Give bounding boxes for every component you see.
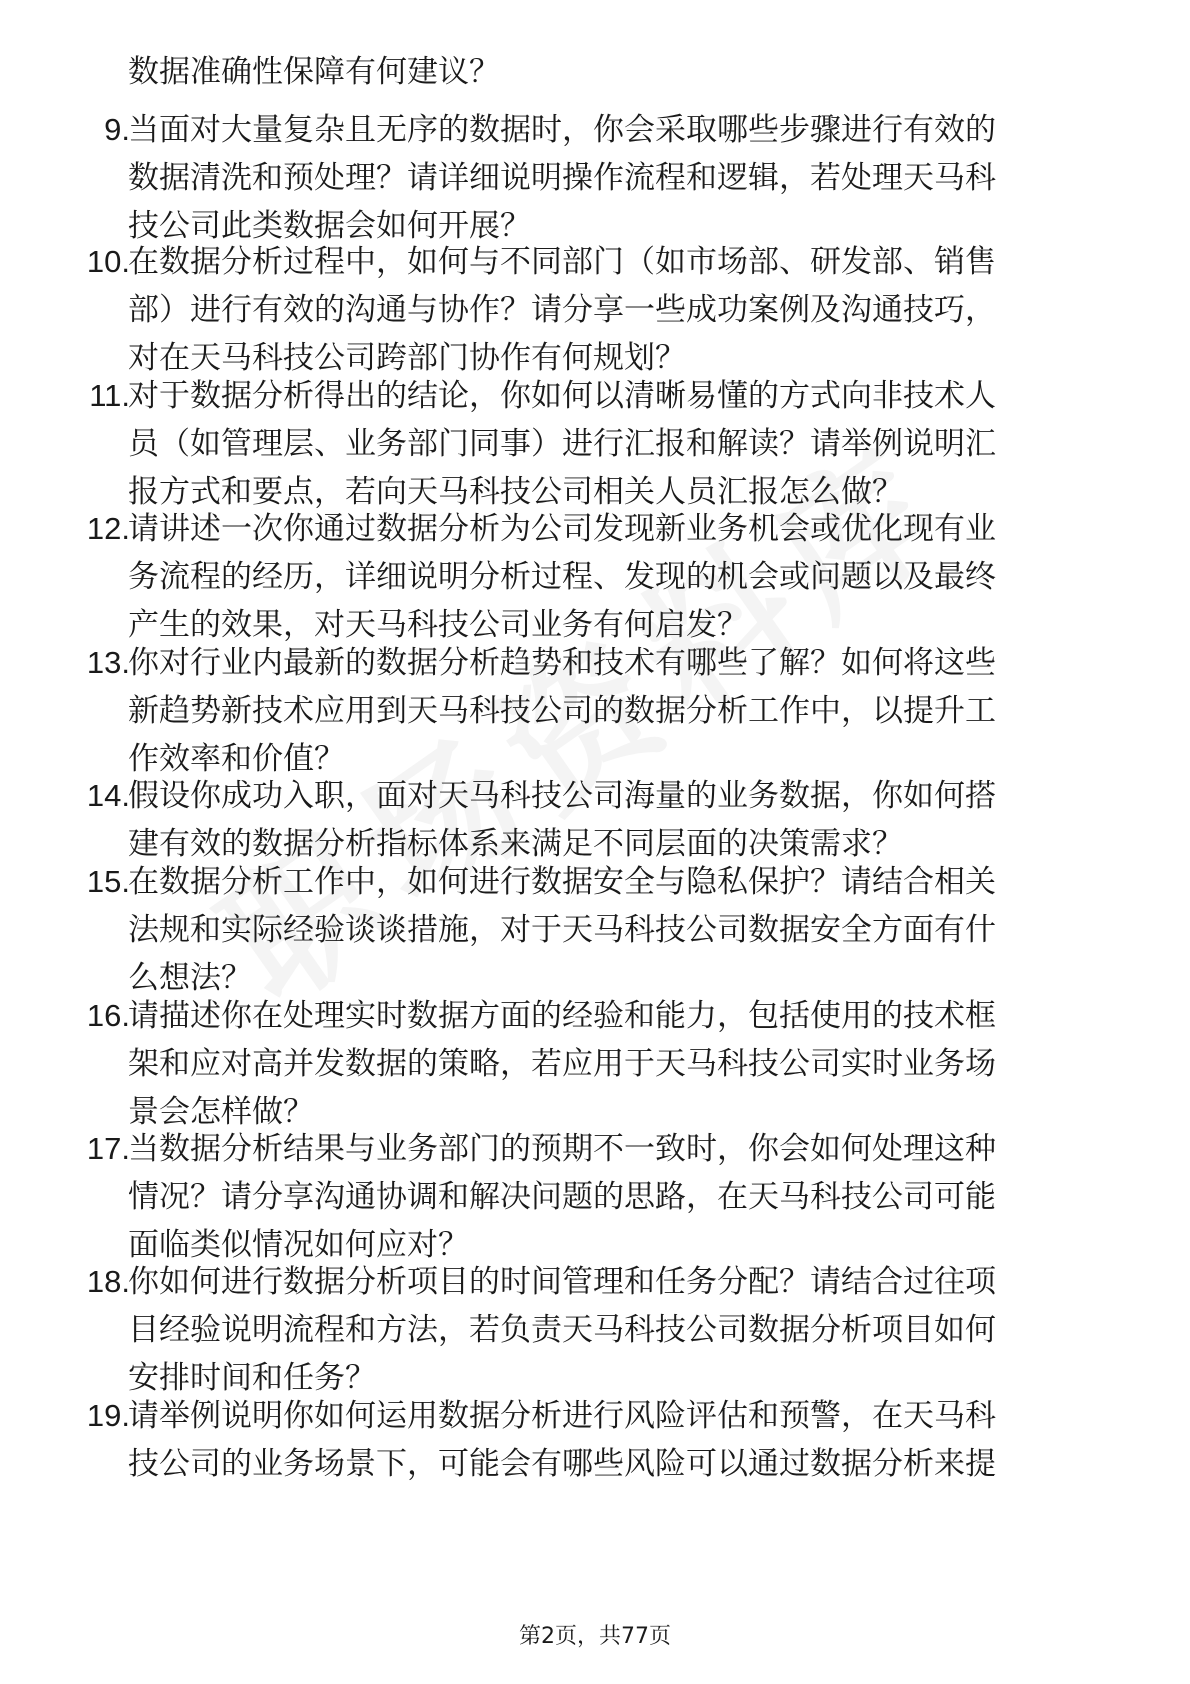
question-line: 架和应对高并发数据的策略，若应用于天马科技公司实时业务场 <box>128 1046 996 1082</box>
question-line: 新趋势新技术应用到天马科技公司的数据分析工作中，以提升工 <box>128 693 996 729</box>
question-line: 部）进行有效的沟通与协作？请分享一些成功案例及沟通技巧， <box>128 292 996 328</box>
page-footer: 第2页，共77页 <box>519 1624 671 1649</box>
question-number: 10. <box>86 244 130 279</box>
question-line: 景会怎样做？ <box>128 1094 314 1130</box>
question-line: 你如何进行数据分析项目的时间管理和任务分配？请结合过往项 <box>128 1264 996 1300</box>
question-line: 请描述你在处理实时数据方面的经验和能力，包括使用的技术框 <box>128 998 996 1034</box>
question-line: 安排时间和任务？ <box>128 1360 376 1396</box>
question-line: 假设你成功入职，面对天马科技公司海量的业务数据，你如何搭 <box>128 778 996 814</box>
question-text <box>128 858 1128 1002</box>
question-text <box>128 1258 1128 1402</box>
question-line: 务流程的经历，详细说明分析过程、发现的机会或问题以及最终 <box>128 559 996 595</box>
question-number: 18. <box>86 1264 130 1299</box>
question-text <box>128 1392 1128 1488</box>
question-text <box>128 505 1128 649</box>
question-line: 目经验说明流程和方法，若负责天马科技公司数据分析项目如何 <box>128 1312 996 1348</box>
question-number: 11. <box>89 378 130 413</box>
question-line: 员（如管理层、业务部门同事）进行汇报和解读？请举例说明汇 <box>128 426 996 462</box>
question-text <box>128 992 1128 1136</box>
continuation-line: 数据准确性保障有何建议？ <box>128 54 500 90</box>
question-line: 情况？请分享沟通协调和解决问题的思路，在天马科技公司可能 <box>128 1179 996 1215</box>
question-number: 15. <box>86 864 130 899</box>
question-number: 16. <box>86 998 130 1033</box>
question-line: 数据清洗和预处理？请详细说明操作流程和逻辑，若处理天马科 <box>128 160 996 196</box>
question-line: 对在天马科技公司跨部门协作有何规划？ <box>128 340 686 376</box>
question-line: 建有效的数据分析指标体系来满足不同层面的决策需求？ <box>128 826 903 862</box>
question-number: 9. <box>104 112 130 147</box>
question-text <box>128 106 1128 250</box>
question-line: 当数据分析结果与业务部门的预期不一致时，你会如何处理这种 <box>128 1131 996 1167</box>
question-text <box>128 372 1128 516</box>
question-line: 请举例说明你如何运用数据分析进行风险评估和预警，在天马科 <box>128 1398 996 1434</box>
question-line: 作效率和价值？ <box>128 741 345 777</box>
question-line: 请讲述一次你通过数据分析为公司发现新业务机会或优化现有业 <box>128 511 996 547</box>
question-number: 14. <box>86 778 130 813</box>
question-line: 么想法？ <box>128 960 252 996</box>
question-line: 法规和实际经验谈谈措施，对于天马科技公司数据安全方面有什 <box>128 912 996 948</box>
question-line: 技公司此类数据会如何开展？ <box>128 208 531 244</box>
question-line: 技公司的业务场景下，可能会有哪些风险可以通过数据分析来提 <box>128 1446 996 1482</box>
question-number: 12. <box>86 511 130 546</box>
question-text <box>128 772 1128 868</box>
question-number: 13. <box>86 645 130 680</box>
question-line: 对于数据分析得出的结论，你如何以清晰易懂的方式向非技术人 <box>128 378 996 414</box>
question-line: 产生的效果，对天马科技公司业务有何启发？ <box>128 607 748 643</box>
question-line: 在数据分析工作中，如何进行数据安全与隐私保护？请结合相关 <box>128 864 996 900</box>
question-line: 在数据分析过程中，如何与不同部门（如市场部、研发部、销售 <box>128 244 996 280</box>
question-line: 报方式和要点，若向天马科技公司相关人员汇报怎么做？ <box>128 474 903 510</box>
question-text <box>128 238 1128 382</box>
question-number: 17. <box>86 1131 130 1166</box>
question-line: 你对行业内最新的数据分析趋势和技术有哪些了解？如何将这些 <box>128 645 996 681</box>
question-line: 面临类似情况如何应对？ <box>128 1227 469 1263</box>
question-text <box>128 1125 1128 1269</box>
question-number: 19. <box>86 1398 130 1433</box>
question-line: 当面对大量复杂且无序的数据时，你会采取哪些步骤进行有效的 <box>128 112 996 148</box>
question-text <box>128 639 1128 783</box>
